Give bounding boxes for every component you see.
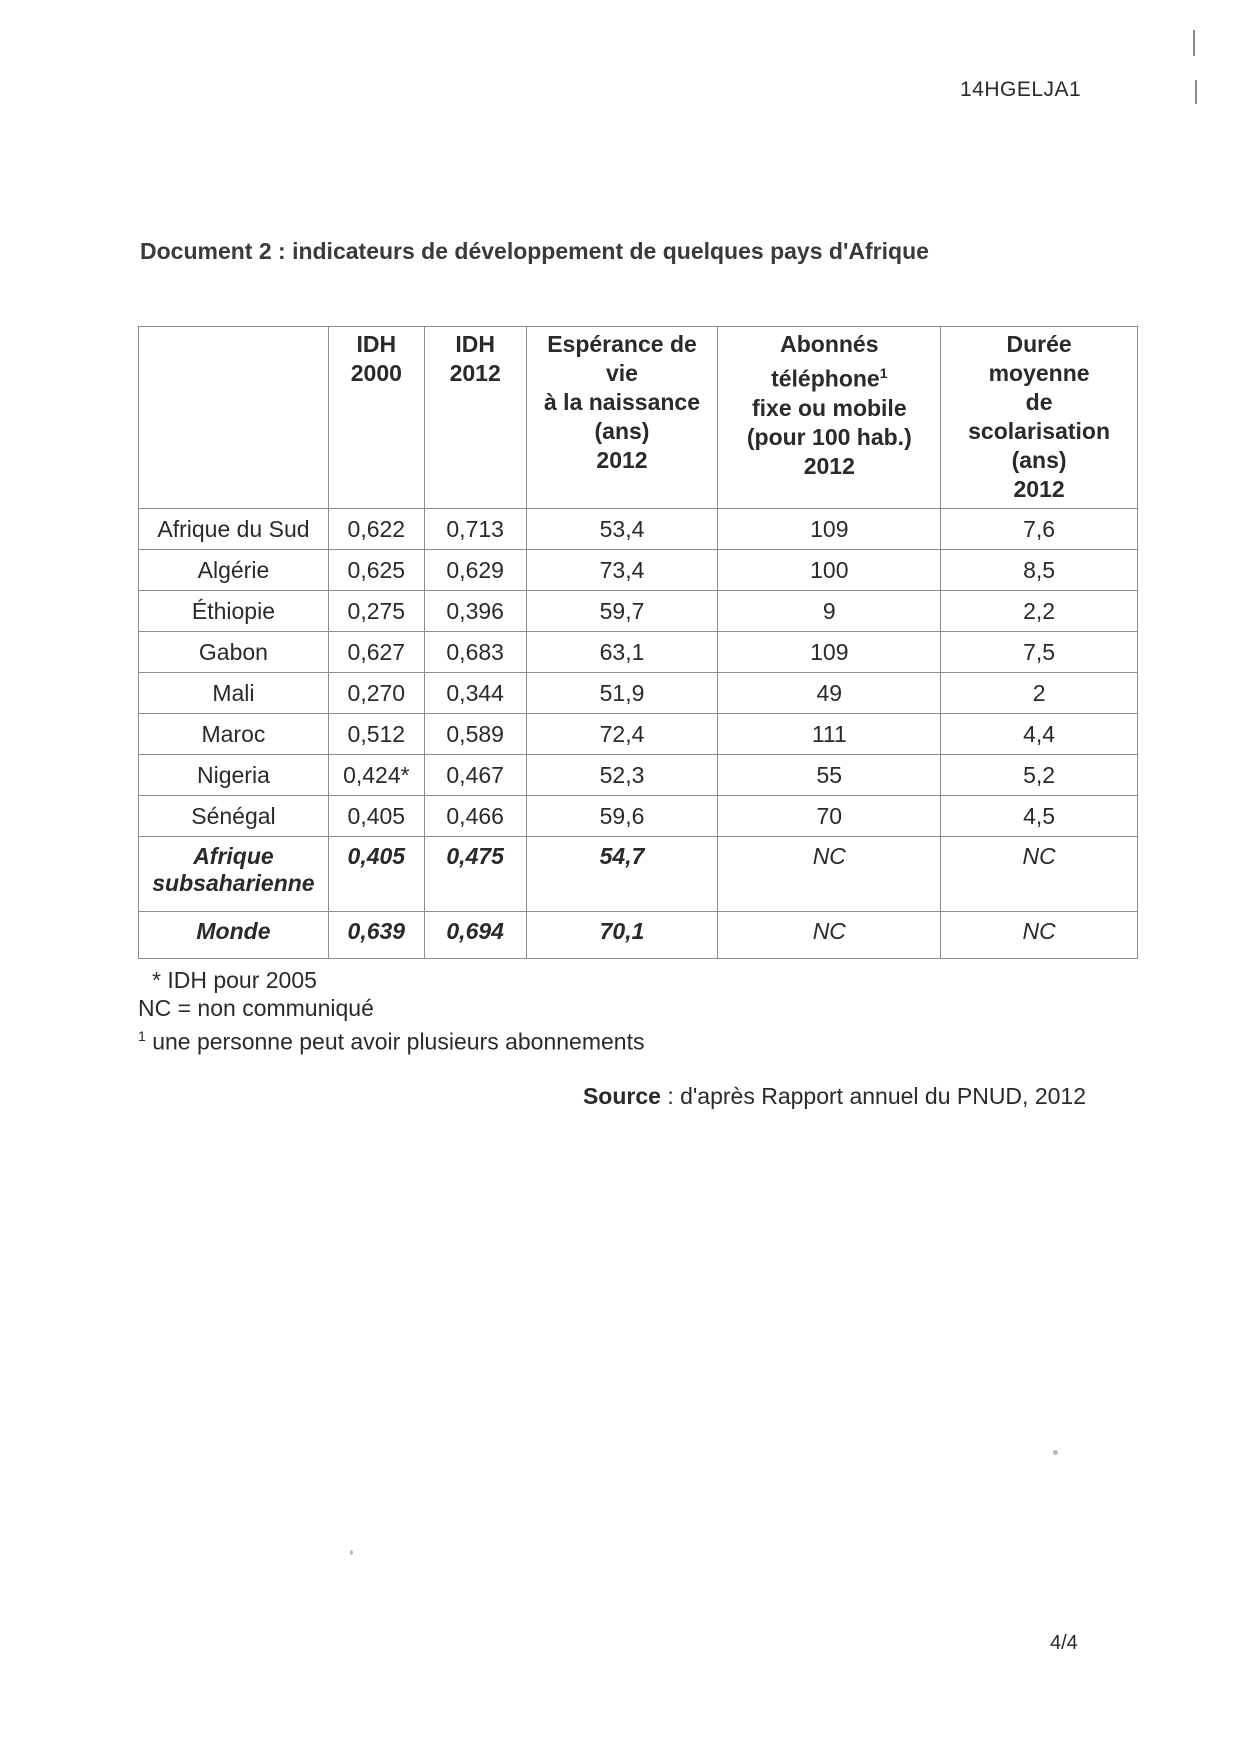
idh-2012-value: 0,475 — [424, 837, 526, 912]
life-expectancy-value: 54,7 — [526, 837, 718, 912]
schooling-value: 4,5 — [941, 796, 1138, 837]
country-name: Éthiopie — [139, 591, 329, 632]
phone-subscribers-value: 100 — [718, 550, 941, 591]
table-row — [139, 632, 1138, 673]
phone-subscribers-value: NC — [718, 837, 941, 912]
life-expectancy-value: 59,6 — [526, 796, 718, 837]
header-cell-idh-2000: IDH 2000 — [328, 327, 424, 509]
country-name: Algérie — [139, 550, 329, 591]
table-header-row — [139, 327, 1138, 509]
idh-2012-value: 0,466 — [424, 796, 526, 837]
table-row — [139, 550, 1138, 591]
life-expectancy-value: 52,3 — [526, 755, 718, 796]
table-row — [139, 591, 1138, 632]
life-expectancy-value: 63,1 — [526, 632, 718, 673]
schooling-value: 7,6 — [941, 509, 1138, 550]
aggregate-row — [139, 837, 1138, 912]
footnote-marker: 1 — [138, 1028, 146, 1044]
source-citation — [583, 1083, 1086, 1110]
document-title: Document 2 : indicateurs de développement de quelques pays d'Afrique — [140, 238, 929, 264]
life-expectancy-value: 72,4 — [526, 714, 718, 755]
scan-speck — [1053, 1450, 1058, 1455]
idh-2000-value: 0,625 — [328, 550, 424, 591]
schooling-value: 7,5 — [941, 632, 1138, 673]
scan-speck — [350, 1550, 353, 1555]
schooling-value: NC — [941, 837, 1138, 912]
footnote-marker: 1 — [879, 365, 888, 381]
source-label: Source — [582, 1083, 661, 1109]
schooling-value: 5,2 — [941, 755, 1138, 796]
country-name: Sénégal — [139, 796, 329, 837]
table-row — [139, 714, 1138, 755]
life-expectancy-value: 51,9 — [526, 673, 718, 714]
idh-2012-value: 0,629 — [424, 550, 526, 591]
idh-2000-value: 0,405 — [328, 796, 424, 837]
phone-subscribers-value: NC — [718, 912, 941, 959]
life-expectancy-value: 70,1 — [526, 912, 718, 959]
phone-subscribers-value: 109 — [718, 509, 941, 550]
life-expectancy-value: 59,7 — [526, 591, 718, 632]
schooling-value: 8,5 — [941, 550, 1138, 591]
idh-2012-value: 0,713 — [424, 509, 526, 550]
nc-footnote: NC = non communiqué — [138, 995, 374, 1021]
scan-edge-mark — [1193, 30, 1195, 56]
country-name: Mali — [139, 673, 329, 714]
phone-subscribers-value: 111 — [718, 714, 941, 755]
header-cell-schooling: Durée moyenne de scolarisation (ans) 2012 — [941, 327, 1138, 509]
footnotes — [138, 966, 644, 1056]
phone-subscribers-value: 9 — [718, 591, 941, 632]
page-number: 4/4 — [1050, 1632, 1078, 1654]
schooling-value: 4,4 — [941, 714, 1138, 755]
idh-2000-value: 0,275 — [328, 591, 424, 632]
scan-edge-mark — [1195, 80, 1197, 104]
country-name: Afrique du Sud — [139, 509, 329, 550]
header-cell-life-expectancy: Espérance de vie à la naissance (ans) 2012 — [526, 327, 718, 509]
idh-2000-value: 0,627 — [328, 632, 424, 673]
schooling-value: NC — [941, 912, 1138, 959]
header-cell-phone-subscribers: Abonnés téléphone$^1$ fixe ou mobile (pour 100 hab.) 2012 — [718, 327, 941, 509]
schooling-value: 2,2 — [941, 591, 1138, 632]
table-row — [139, 796, 1138, 837]
source-text: : d'après Rapport annuel du PNUD, 2012 — [660, 1083, 1086, 1109]
idh-2012-value: 0,396 — [424, 591, 526, 632]
table-row — [139, 755, 1138, 796]
header-cell-idh-2012: IDH 2012 — [424, 327, 526, 509]
country-name: Nigeria — [139, 755, 329, 796]
idh-2012-value: 0,589 — [424, 714, 526, 755]
idh-2000-value: 0,639 — [328, 912, 424, 959]
country-name: Gabon — [139, 632, 329, 673]
subscription-footnote: $^1$ une personne peut avoir plusieurs abonnements — [138, 1028, 645, 1055]
life-expectancy-value: 73,4 — [526, 550, 718, 591]
phone-subscribers-value: 70 — [718, 796, 941, 837]
header-cell-country — [139, 327, 329, 509]
country-name: Maroc — [139, 714, 329, 755]
idh-2000-value: 0,405 — [328, 837, 424, 912]
idh-2012-value: 0,683 — [424, 632, 526, 673]
idh-2012-value: 0,694 — [424, 912, 526, 959]
region-name: Afrique subsaharienne — [139, 837, 329, 912]
aggregate-row — [139, 912, 1138, 959]
schooling-value: 2 — [941, 673, 1138, 714]
idh-2000-value: 0,512 — [328, 714, 424, 755]
region-name: Monde — [139, 912, 329, 959]
phone-subscribers-value: 49 — [718, 673, 941, 714]
idh-2000-value: 0,270 — [328, 673, 424, 714]
table-row — [139, 509, 1138, 550]
indicators-table — [138, 326, 1138, 959]
phone-subscribers-value: 109 — [718, 632, 941, 673]
idh-2012-value: 0,467 — [424, 755, 526, 796]
document-code: 14HGELJA1 — [960, 78, 1082, 101]
table-row — [139, 673, 1138, 714]
idh-2012-value: 0,344 — [424, 673, 526, 714]
idh-2000-value: 0,622 — [328, 509, 424, 550]
idh-footnote: * IDH pour 2005 — [152, 967, 317, 993]
phone-subscribers-value: 55 — [718, 755, 941, 796]
life-expectancy-value: 53,4 — [526, 509, 718, 550]
idh-2000-value: 0,424* — [328, 755, 424, 796]
